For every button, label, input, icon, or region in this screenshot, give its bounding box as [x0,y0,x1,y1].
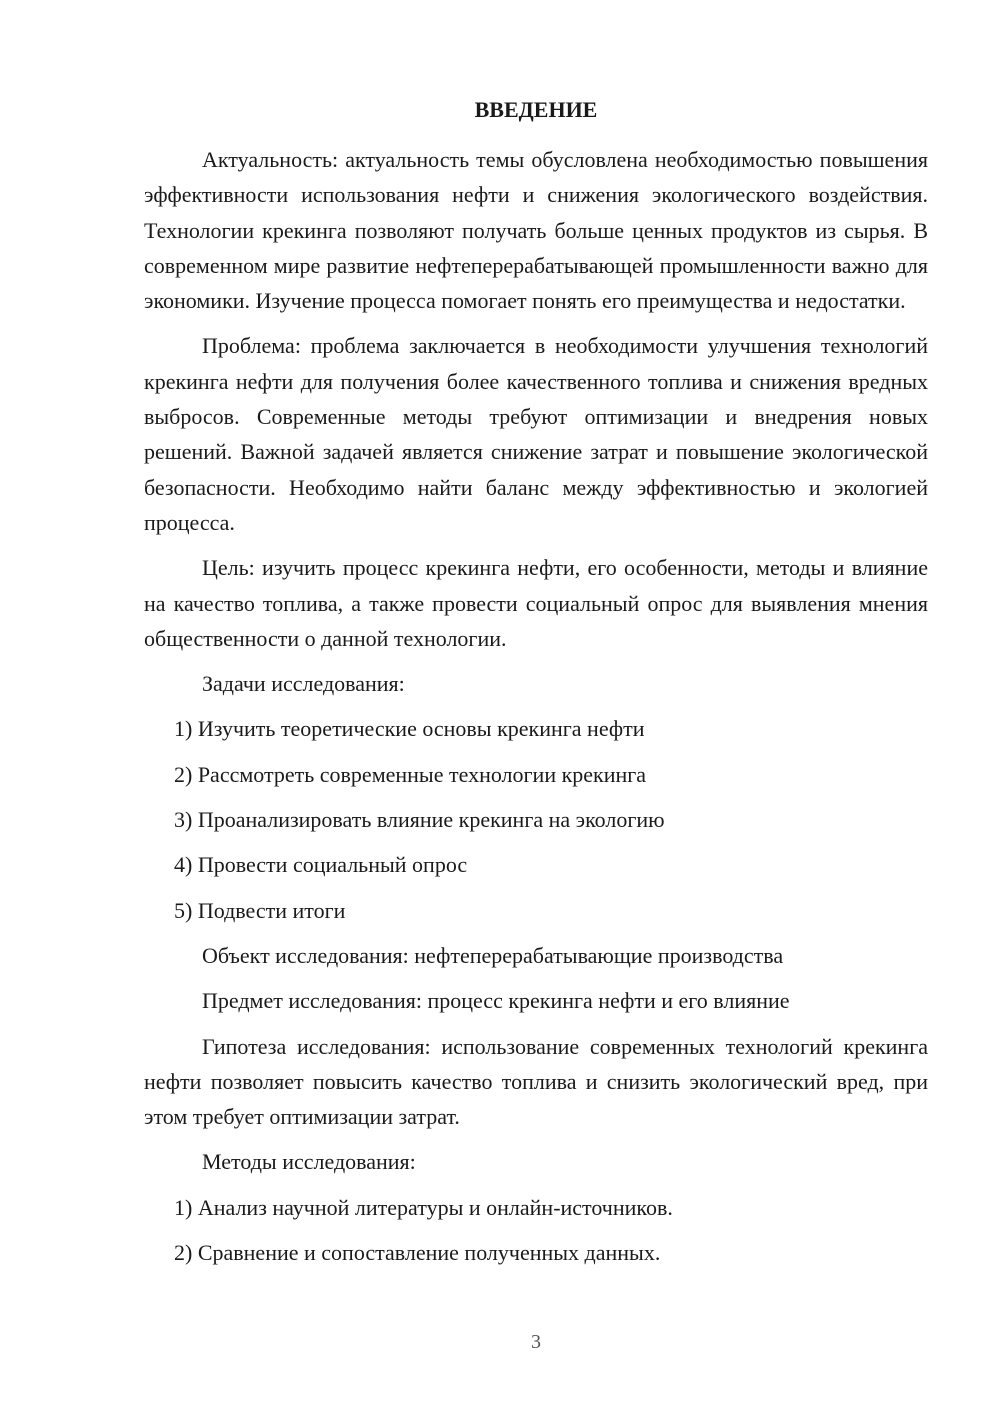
page-number: 3 [531,1331,541,1353]
methods-title: Методы исследования: [202,1149,416,1175]
method-item: 2) Сравнение и сопоставление полученных данных. [174,1240,661,1266]
task-item: 1) Изучить теоретические основы крекинга нефти [174,716,645,742]
task-item: 3) Проанализировать влияние крекинга на экологию [174,807,665,833]
paragraph-relevance: Актуальность: актуальность темы обусловлена необходимостью повышения эффективности использования нефти и снижения экологического воздействия. Технологии крекинга позволяют получать больше ценных продуктов из сырья. В современном мире развитие нефтеперерабатывающей промышленности важно для экономики. Изучение процесса помогает понять его преимущества и недостатки. [144,147,928,314]
paragraph-hypothesis: Гипотеза исследования: использование современных технологий крекинга нефти позволяет повысить качество топлива и снизить экологический вред, при этом требует оптимизации затрат. [144,1033,928,1130]
paragraph-problem: Проблема: проблема заключается в необходимости улучшения технологий крекинга нефти для получения более качественного топлива и снижения вредных выбросов. Современные методы требуют оптимизации и внедрения новых решений. Важной задачей является снижение затрат и повышение экологической безопасности. Необходимо найти баланс между эффективностью и экологией процесса. [144,333,928,535]
page-title: ВВЕДЕНИЕ [474,97,598,122]
task-item: 5) Подвести итоги [174,897,346,923]
method-item: 1) Анализ научной литературы и онлайн-источников. [174,1194,673,1220]
task-item: 4) Провести социальный опрос [174,852,468,878]
tasks-title: Задачи исследования: [202,671,405,697]
task-item: 2) Рассмотреть современные технологии крекинга [174,761,647,787]
research-object: Объект исследования: нефтеперерабатывающие производства [202,942,784,968]
paragraph-goal: Цель: изучить процесс крекинга нефти, его особенности, методы и влияние на качество топлива, а также провести социальный опрос для выявления мнения общественности о данной технологии. [144,555,928,651]
research-subject: Предмет исследования: процесс крекинга нефти и его влияние [202,988,790,1014]
body-text [144,142,928,1270]
